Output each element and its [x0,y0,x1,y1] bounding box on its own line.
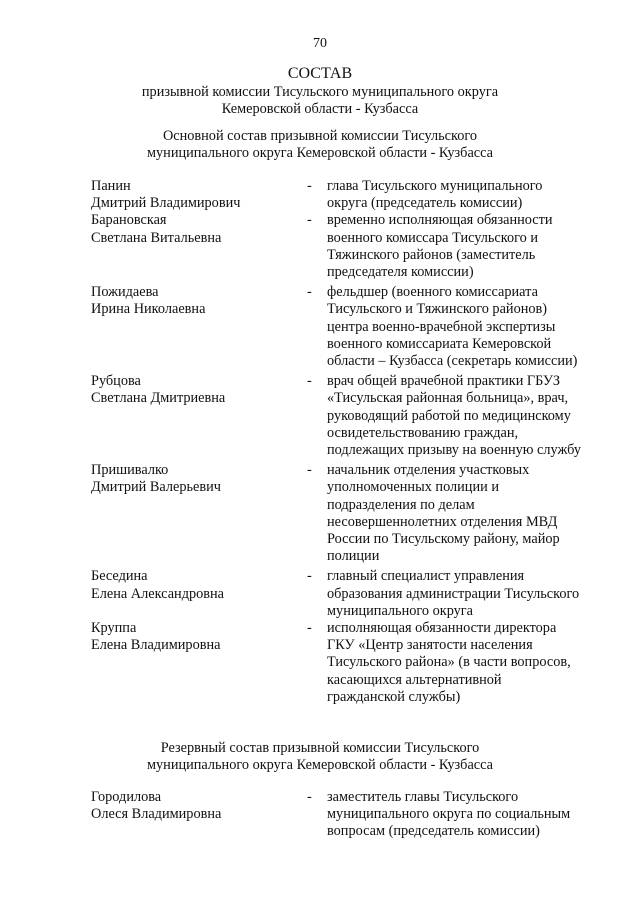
member-dash: - [307,212,312,229]
member-dash: - [307,789,312,805]
main-section-line-1: Основной состав призывной комиссии Тисульского [162,128,478,144]
document-title [0,64,640,118]
member-role: глава Тисульского муниципального округа (председатель комиссии) [327,178,543,212]
member-surname: Городилова [91,789,162,805]
member-given-names: Дмитрий Валерьевич [91,479,221,496]
member-row [91,212,581,281]
member-dash: - [307,568,312,585]
member-surname: Круппа [91,620,137,637]
member-role: начальник отделения участковых уполномоченных полиции и подразделения по делам несовершеннолетних отделения МВД России по Тисульскому району, майор полиции [327,462,560,565]
member-role: фельдшер (военного комиссариата Тисульского и Тяжинского районов) центра военно-врачебной экспертизы военного комиссариата Кемеровской области – Кузбасса (секретарь комиссии) [327,284,578,370]
member-name [91,284,301,318]
member-surname: Пожидаева [91,284,159,301]
member-name [91,212,301,246]
member-row [91,462,581,565]
member-role: врач общей врачебной практики ГБУЗ «Тисульская районная больница», врач, руководящий работой по медицинскому освидетельствованию граждан, подлежащих призыву на военную службу [327,373,582,459]
member-surname: Панин [91,178,131,194]
member-name [91,462,301,496]
member-role: исполняющая обязанности директора ГКУ «Центр занятости населения Тисульского района» (в части вопросов, касающихся альтернативной гражданской службы) [327,620,571,705]
member-given-names: Ирина Николаевна [91,301,206,318]
member-role: главный специалист управления образования администрации Тисульского муниципального округа [327,568,580,619]
member-name [91,178,301,212]
member-row [91,178,581,212]
member-name [91,789,301,823]
member-row [91,620,581,706]
member-role: заместитель главы Тисульского муниципального округа по социальным вопросам (председатель комиссии) [327,789,571,840]
member-row [91,568,581,620]
member-dash: - [307,620,312,637]
member-given-names: Елена Александровна [91,585,225,602]
member-surname: Пришивалко [91,462,169,479]
member-dash: - [307,373,312,390]
member-surname: Барановская [91,212,167,229]
member-name [91,568,301,602]
member-given-names: Светлана Витальевна [91,229,222,246]
member-row [91,284,581,370]
member-given-names: Дмитрий Владимирович [91,195,241,212]
main-section-line-2: муниципального округа Кемеровской области - Кузбасса [146,145,493,161]
reserve-section-line-2: муниципального округа Кемеровской области - Кузбасса [146,757,493,773]
member-dash: - [307,178,312,194]
member-dash: - [307,462,312,479]
member-given-names: Елена Владимировна [91,637,221,654]
page-number: 70 [313,36,327,51]
member-row [91,373,581,459]
title-line-2: призывной комиссии Тисульского муниципального округа [141,84,499,100]
reserve-section-heading [0,740,640,774]
member-surname: Беседина [91,568,148,585]
member-given-names: Олеся Владимировна [91,806,222,823]
title-heading: СОСТАВ [287,65,353,82]
member-given-names: Светлана Дмитриевна [91,390,226,407]
member-surname: Рубцова [91,373,141,390]
reserve-members-list [91,789,581,841]
member-name [91,373,301,407]
title-line-3: Кемеровской области - Кузбасса [221,101,419,117]
main-members-list [91,178,581,706]
reserve-section-line-1: Резервный состав призывной комиссии Тисульского [160,740,480,756]
member-role: временно исполняющая обязанности военного комиссара Тисульского и Тяжинского районов (заместитель председателя комиссии) [327,212,553,281]
member-row [91,789,581,841]
main-section-heading [0,128,640,162]
member-dash: - [307,284,312,301]
member-name [91,620,301,654]
